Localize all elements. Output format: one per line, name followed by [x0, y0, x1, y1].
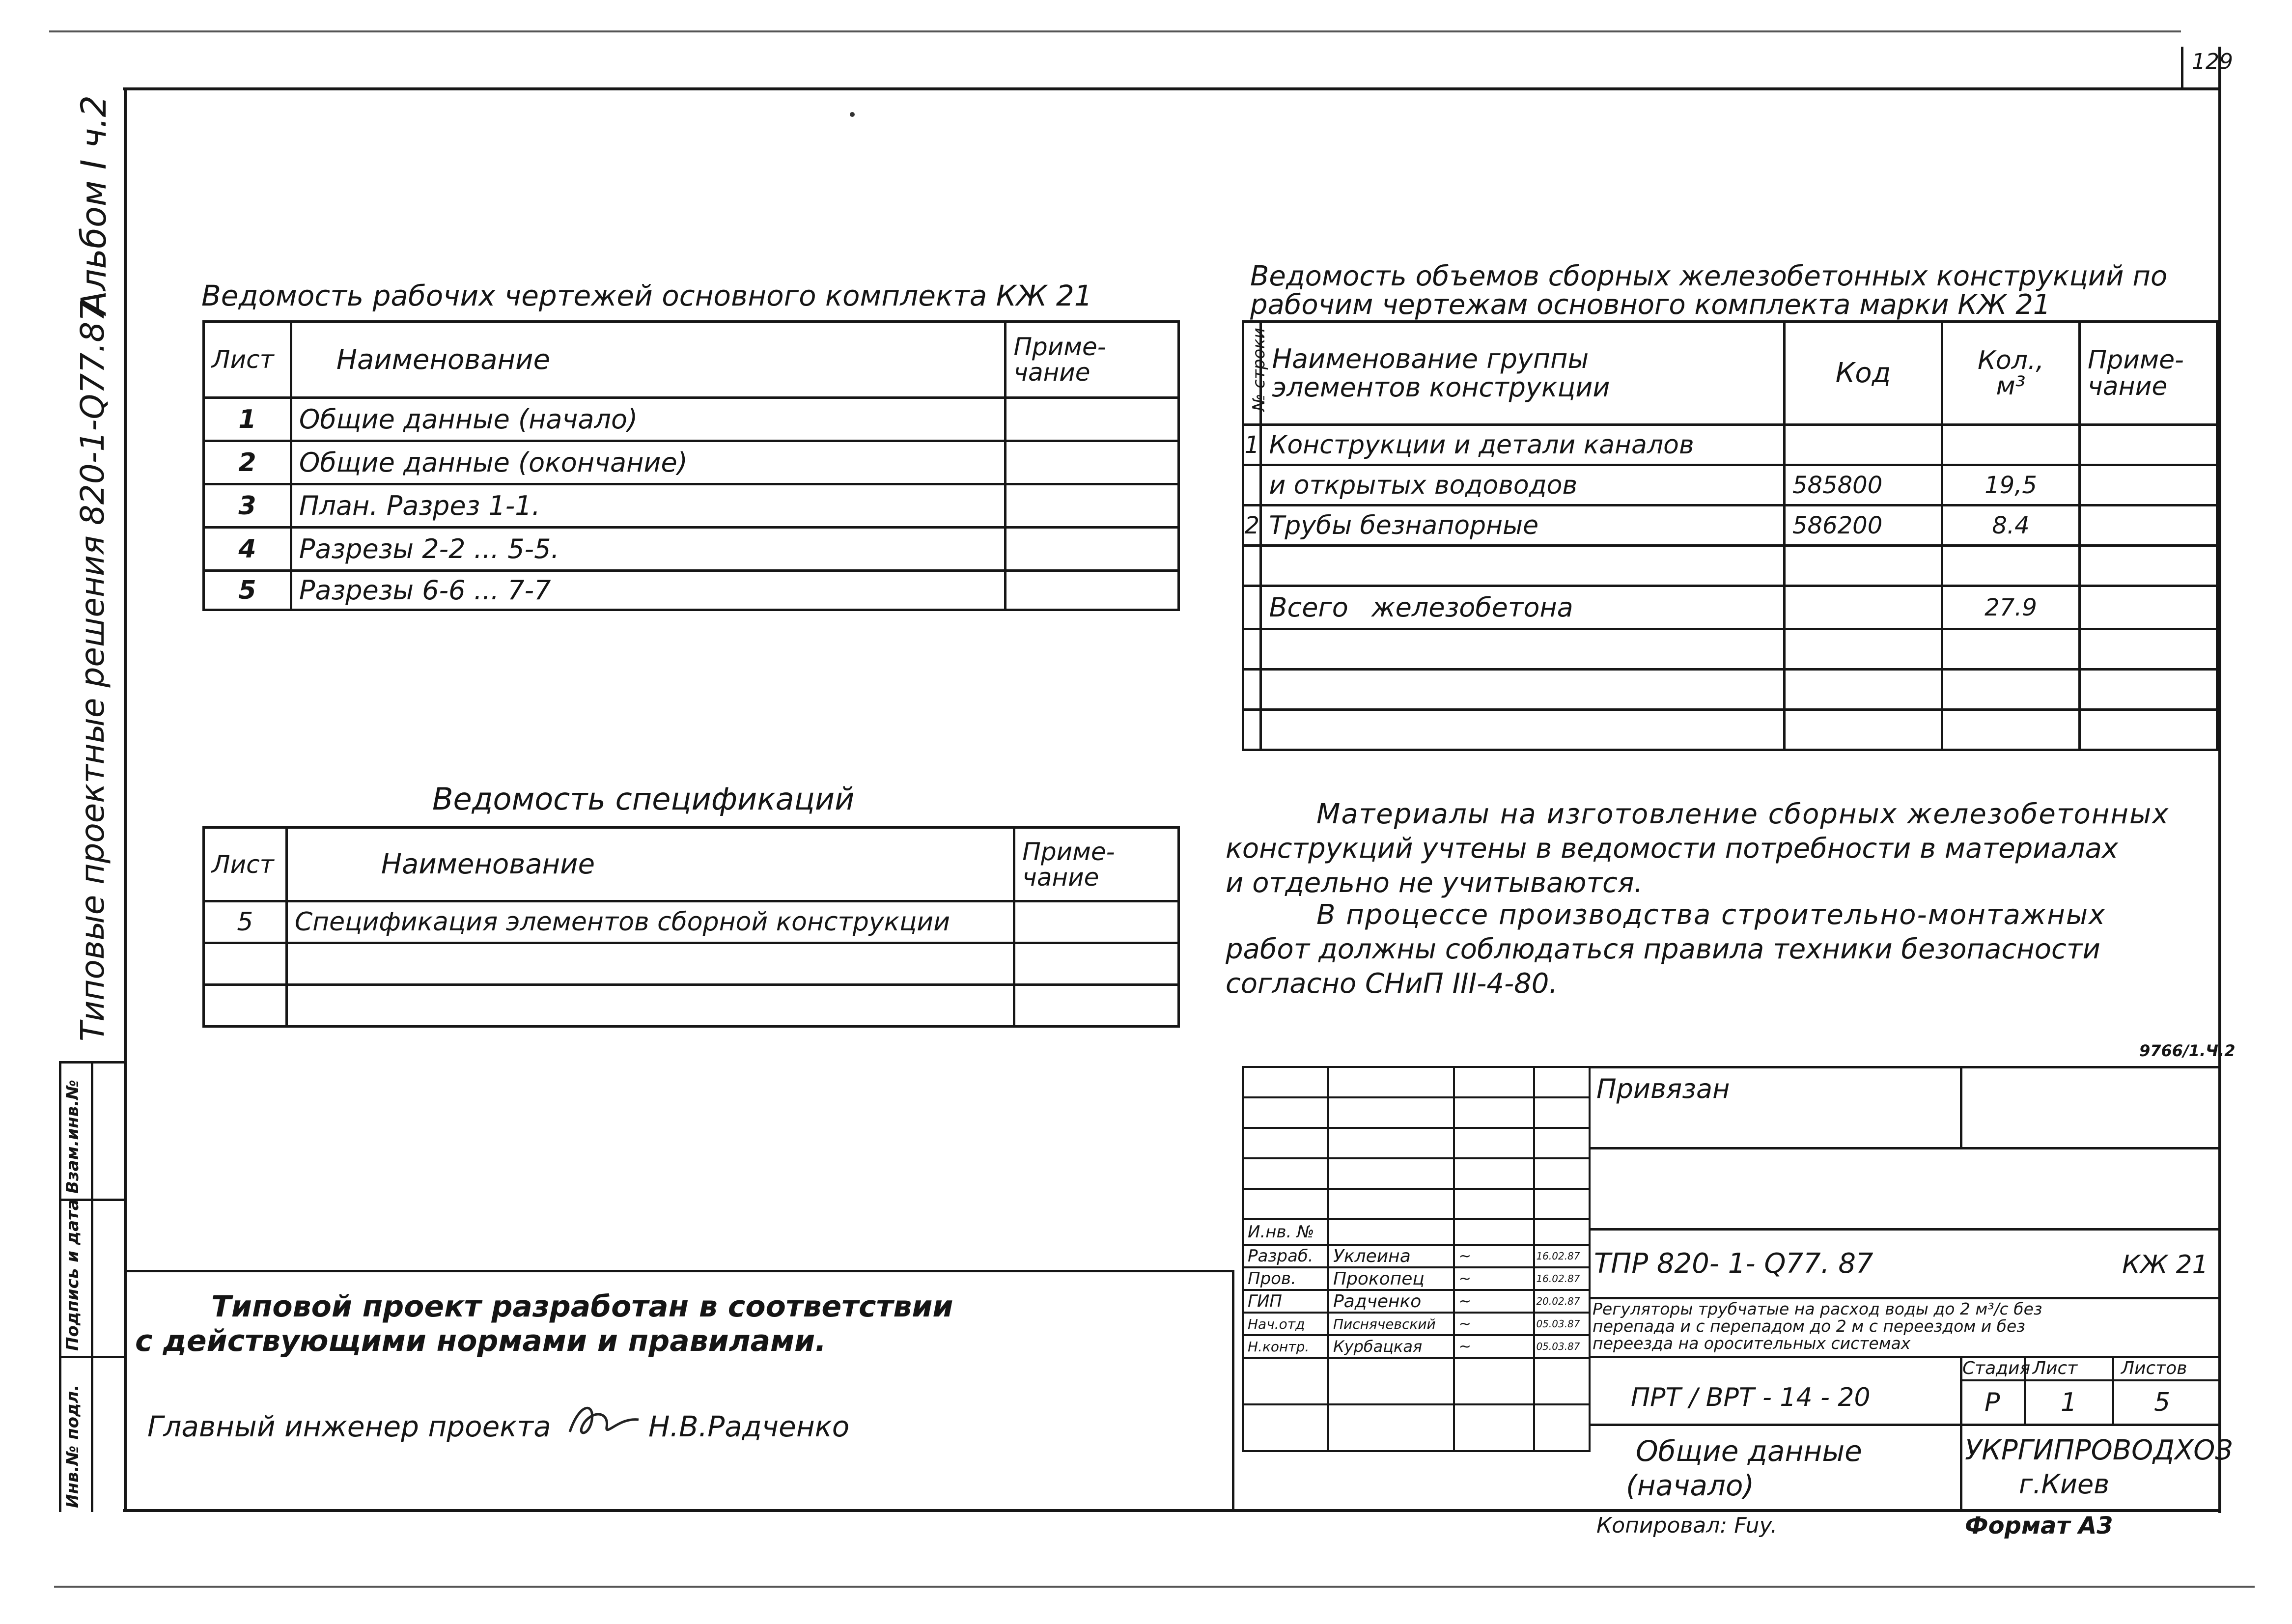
privyazan-label: Привязан	[1596, 1073, 1730, 1104]
inv-no-label: И.нв. №	[1243, 1219, 1328, 1245]
project-note-top	[124, 1270, 1234, 1272]
table-row: 1 Конструкции и детали каналов	[1243, 425, 2217, 465]
tb-top	[1590, 1066, 2220, 1068]
frame-bottom	[123, 1509, 2220, 1512]
table-row	[1243, 670, 2217, 710]
chief-engineer-label: Главный инженер проекта	[147, 1410, 551, 1443]
tb-code-top	[1590, 1228, 2220, 1231]
format-label: Формат А3	[1965, 1512, 2113, 1540]
staff-row: Разраб. Уклеина ~ 16.02.87	[1243, 1245, 1590, 1267]
table-row: 2 Общие данные (окончание)	[204, 441, 1179, 484]
chief-signature	[565, 1398, 643, 1447]
spec-list-title: Ведомость спецификаций	[432, 781, 855, 817]
sheet-label: Лист	[2033, 1358, 2078, 1378]
table-row	[1243, 710, 2217, 750]
album-label: Альбом I ч.2	[74, 95, 114, 314]
spec-list-table	[202, 826, 1180, 1028]
tb-privyazan-div	[1960, 1066, 1962, 1148]
note-p2-line1: В процессе производства строительно-монтажных	[1316, 899, 2106, 931]
tb-stage-col2	[2112, 1356, 2114, 1425]
stamp-replace-label: Взам.инв.№	[63, 1080, 83, 1194]
bottom-edge-line	[54, 1586, 2255, 1588]
frame-right	[2218, 47, 2221, 1513]
note-p1-line3: и отдельно не учитываются.	[1226, 867, 1643, 899]
sheet-title-2: (начало)	[1626, 1469, 1755, 1502]
note-p1-line2: конструкций учтены в ведомости потребности в материалах	[1226, 833, 2119, 865]
desc-line2: перепада и с перепадом до 2 м с переездом и без	[1593, 1316, 2025, 1336]
frame-left	[124, 87, 127, 1512]
note-p1-line1: Материалы на изготовление сборных железобетонных	[1316, 798, 2170, 830]
mark-label: КЖ 21	[2122, 1250, 2208, 1280]
desc-line3: переезда на оросительных системах	[1593, 1334, 1911, 1353]
table-row: 1 Общие данные (начало)	[204, 398, 1179, 441]
chief-engineer-name: Н.В.Радченко	[648, 1410, 850, 1443]
prt-code: ПРТ / ВРТ - 14 - 20	[1631, 1383, 1871, 1412]
th-code: Код	[1785, 322, 1942, 425]
table-row: 2 Трубы безнапорные 586200 8.4	[1243, 505, 2217, 546]
copied-by: Копировал: Fuy.	[1596, 1513, 1778, 1538]
desc-line1: Регуляторы трубчатые на расход воды до 2 м³/с без	[1593, 1299, 2042, 1318]
top-edge-line	[49, 30, 2181, 32]
volumes-title-2: рабочим чертежам основного комплекта марки КЖ 21	[1250, 289, 2051, 321]
table-row	[204, 985, 1179, 1027]
org-name: УКРГИПРОВОДХОЗ	[1965, 1434, 2233, 1466]
decorative-dot	[850, 112, 855, 117]
project-note-right	[1232, 1270, 1234, 1511]
th-note: Приме- чание	[1006, 322, 1179, 398]
sheet-title-1: Общие данные	[1636, 1434, 1862, 1468]
doc-code: ТПР 820- 1- Q77. 87	[1594, 1248, 1873, 1280]
sheets-label: Листов	[2121, 1358, 2187, 1378]
note-p2-line2: работ должны соблюдаться правила техники безопасности	[1226, 933, 2100, 965]
project-note-line2: с действующими нормами и правилами.	[135, 1324, 827, 1358]
table-row: Всего железобетона 27.9	[1243, 586, 2217, 629]
tb-stage-bottom	[1590, 1424, 2220, 1426]
org-city: г.Киев	[2019, 1469, 2110, 1500]
th-sheet: Лист	[204, 828, 287, 901]
stamp-div-2	[59, 1356, 127, 1358]
table-row: 3 План. Разрез 1-1.	[204, 484, 1179, 528]
stage-value: Р	[1985, 1388, 2000, 1417]
table-row	[1243, 629, 2217, 670]
th-name: Наименование	[286, 828, 1014, 901]
table-row	[1243, 546, 2217, 586]
th-note: Приме- чание	[1014, 828, 1179, 901]
th-qty: Кол., м³	[1942, 322, 2080, 425]
note-p2-line3: согласно СНиП III-4-80.	[1226, 968, 1558, 1000]
stamp-signature-label: Подпись и дата	[63, 1199, 83, 1351]
th-group-name: Наименование группы элементов конструкции	[1261, 322, 1785, 425]
title-block-sign-grid	[1242, 1066, 1591, 1452]
tb-privyazan-bottom	[1590, 1147, 2220, 1149]
frame-top	[123, 87, 2220, 90]
th-name: Наименование	[291, 322, 1006, 398]
volumes-table	[1242, 320, 2218, 751]
code-small: 9766/1.Ч.2	[2139, 1041, 2236, 1060]
page-number: 129	[2192, 49, 2233, 74]
stamp-inv-label: Инв.№ подл.	[63, 1384, 83, 1508]
table-row	[204, 943, 1179, 985]
table-row: 5 Спецификация элементов сборной конструкции	[204, 901, 1179, 943]
staff-row: Нач.отд Писнячевский ~ 05.03.87	[1243, 1313, 1590, 1335]
th-sheet: Лист	[204, 322, 291, 398]
sheet-value: 1	[2061, 1388, 2077, 1417]
stage-label: Стадия	[1962, 1358, 2031, 1378]
drawings-list-table	[202, 320, 1180, 611]
staff-row: ГИП Радченко ~ 20.02.87	[1243, 1290, 1590, 1313]
stamp-col-left	[59, 1061, 61, 1512]
stamp-col-mid	[91, 1061, 93, 1512]
table-row: и открытых водоводов 585800 19,5	[1243, 465, 2217, 505]
drawings-list-title: Ведомость рабочих чертежей основного комплекта КЖ 21	[201, 279, 1092, 312]
volumes-title-1: Ведомость объемов сборных железобетонных конструкций по	[1250, 260, 2168, 292]
tb-stage-hdr-bottom	[1960, 1379, 2220, 1381]
staff-row: Пров. Прокопец ~ 16.02.87	[1243, 1267, 1590, 1290]
series-label: Типовые проектные решения 820-1-Q77.87	[74, 301, 112, 1041]
staff-row: Н.контр. Курбацкая ~ 05.03.87	[1243, 1335, 1590, 1358]
table-row: 4 Разрезы 2-2 ... 5-5.	[204, 528, 1179, 571]
th-note: Приме- чание	[2079, 322, 2217, 425]
th-row-no: № строки	[1243, 322, 1261, 425]
page-number-box-left	[2181, 47, 2183, 90]
project-note-line1: Типовой проект разработан в соответствии	[211, 1289, 953, 1324]
table-row: 5 Разрезы 6-6 ... 7-7	[204, 571, 1179, 610]
sheets-value: 5	[2154, 1388, 2171, 1417]
stamp-top	[59, 1061, 127, 1064]
